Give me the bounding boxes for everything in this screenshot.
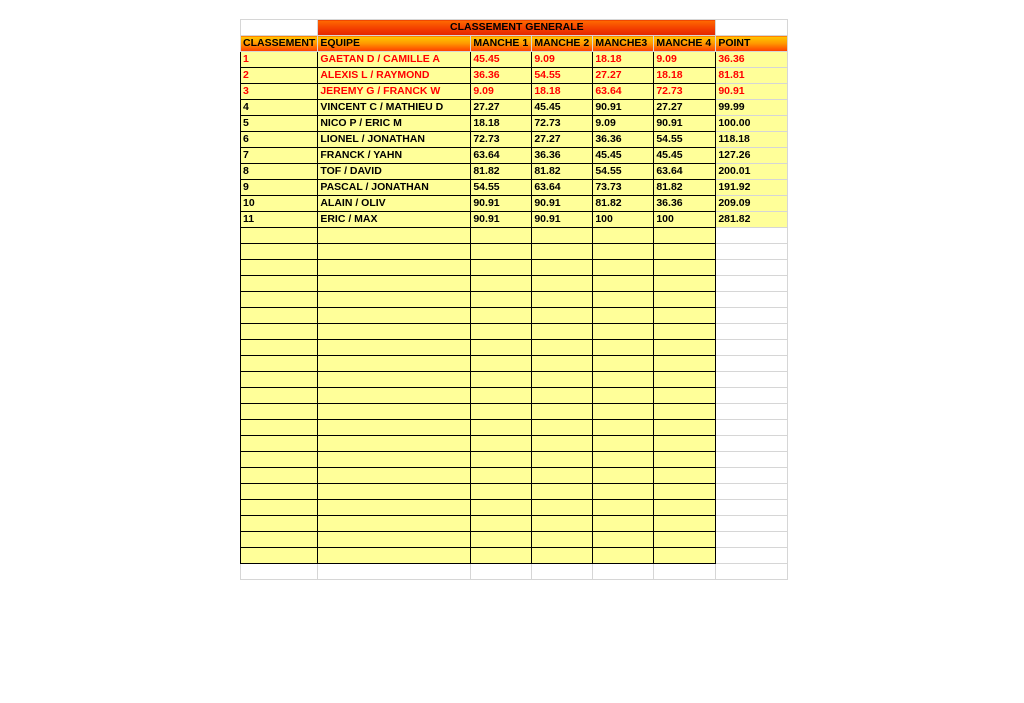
point-cell[interactable]: 118.18 [716, 132, 788, 148]
cell[interactable] [241, 516, 318, 532]
point-cell[interactable]: 200.01 [716, 164, 788, 180]
cell[interactable] [532, 564, 593, 580]
cell[interactable] [654, 324, 716, 340]
cell[interactable] [471, 516, 532, 532]
cell[interactable] [532, 260, 593, 276]
manche-3-cell[interactable]: 9.09 [593, 116, 654, 132]
cell[interactable] [241, 340, 318, 356]
rank-cell[interactable]: 3 [241, 84, 318, 100]
cell[interactable] [318, 244, 471, 260]
manche-3-cell[interactable]: 90.91 [593, 100, 654, 116]
cell[interactable] [716, 404, 788, 420]
team-cell[interactable]: VINCENT C / MATHIEU D [318, 100, 471, 116]
rank-cell[interactable]: 2 [241, 68, 318, 84]
cell[interactable] [318, 276, 471, 292]
cell[interactable] [716, 20, 788, 36]
manche-2-cell[interactable]: 27.27 [532, 132, 593, 148]
cell[interactable] [654, 356, 716, 372]
manche-2-cell[interactable]: 18.18 [532, 84, 593, 100]
cell[interactable] [532, 372, 593, 388]
cell[interactable] [716, 468, 788, 484]
team-cell[interactable]: FRANCK / YAHN [318, 148, 471, 164]
table-row [241, 100, 788, 116]
cell[interactable] [532, 308, 593, 324]
cell[interactable] [241, 452, 318, 468]
empty-row [241, 324, 788, 340]
header-point[interactable]: POINT [716, 36, 788, 52]
cell[interactable] [318, 564, 471, 580]
cell[interactable] [318, 436, 471, 452]
cell[interactable] [654, 260, 716, 276]
cell[interactable] [318, 516, 471, 532]
manche-4-cell[interactable]: 36.36 [654, 196, 716, 212]
rank-cell[interactable]: 11 [241, 212, 318, 228]
table-row [241, 180, 788, 196]
empty-row [241, 468, 788, 484]
cell[interactable] [471, 500, 532, 516]
cell[interactable] [654, 564, 716, 580]
empty-row [241, 548, 788, 564]
empty-row [241, 308, 788, 324]
cell[interactable] [593, 388, 654, 404]
cell[interactable] [318, 228, 471, 244]
cell[interactable] [532, 340, 593, 356]
cell[interactable] [654, 548, 716, 564]
cell[interactable] [471, 404, 532, 420]
title-row [241, 20, 788, 36]
cell[interactable] [593, 308, 654, 324]
cell[interactable] [241, 244, 318, 260]
table-row [241, 196, 788, 212]
cell[interactable] [241, 548, 318, 564]
team-cell[interactable]: PASCAL / JONATHAN [318, 180, 471, 196]
cell[interactable] [654, 500, 716, 516]
cell[interactable] [532, 420, 593, 436]
cell[interactable] [716, 452, 788, 468]
cell[interactable] [593, 420, 654, 436]
point-cell[interactable]: 191.92 [716, 180, 788, 196]
cell[interactable] [241, 260, 318, 276]
table-row [241, 84, 788, 100]
cell[interactable] [318, 500, 471, 516]
header-rank[interactable]: CLASSEMENT [241, 36, 318, 52]
cell[interactable] [654, 372, 716, 388]
table-row [241, 116, 788, 132]
cell[interactable] [654, 420, 716, 436]
cell[interactable] [532, 468, 593, 484]
cell[interactable] [471, 468, 532, 484]
cell[interactable] [716, 260, 788, 276]
manche-2-cell[interactable]: 36.36 [532, 148, 593, 164]
team-cell[interactable]: JEREMY G / FRANCK W [318, 84, 471, 100]
cell[interactable] [654, 468, 716, 484]
table-row [241, 52, 788, 68]
point-cell[interactable]: 209.09 [716, 196, 788, 212]
cell[interactable] [716, 372, 788, 388]
cell[interactable] [318, 468, 471, 484]
empty-row [241, 452, 788, 468]
team-cell[interactable]: ALEXIS L / RAYMOND [318, 68, 471, 84]
table-row [241, 164, 788, 180]
manche-3-cell[interactable]: 73.73 [593, 180, 654, 196]
cell[interactable] [318, 532, 471, 548]
cell[interactable] [716, 244, 788, 260]
cell[interactable] [593, 228, 654, 244]
cell[interactable] [471, 564, 532, 580]
manche-1-cell[interactable]: 54.55 [471, 180, 532, 196]
manche-3-cell[interactable]: 54.55 [593, 164, 654, 180]
empty-row [241, 356, 788, 372]
manche-4-cell[interactable]: 90.91 [654, 116, 716, 132]
cell[interactable] [593, 436, 654, 452]
cell[interactable] [593, 324, 654, 340]
manche-1-cell[interactable]: 90.91 [471, 196, 532, 212]
cell[interactable] [318, 404, 471, 420]
cell[interactable] [318, 308, 471, 324]
cell[interactable] [716, 532, 788, 548]
cell[interactable] [654, 340, 716, 356]
cell[interactable] [241, 372, 318, 388]
cell[interactable] [318, 292, 471, 308]
point-cell[interactable]: 127.26 [716, 148, 788, 164]
manche-2-cell[interactable]: 72.73 [532, 116, 593, 132]
cell[interactable] [241, 564, 318, 580]
manche-3-cell[interactable]: 81.82 [593, 196, 654, 212]
manche-4-cell[interactable]: 9.09 [654, 52, 716, 68]
rank-cell[interactable]: 9 [241, 180, 318, 196]
manche-1-cell[interactable]: 90.91 [471, 212, 532, 228]
cell[interactable] [654, 308, 716, 324]
header-team[interactable]: EQUIPE [318, 36, 471, 52]
table-row [241, 68, 788, 84]
manche-3-cell[interactable]: 45.45 [593, 148, 654, 164]
cell[interactable] [471, 388, 532, 404]
cell[interactable] [593, 292, 654, 308]
point-cell[interactable]: 36.36 [716, 52, 788, 68]
cell[interactable] [716, 324, 788, 340]
cell[interactable] [532, 292, 593, 308]
cell[interactable] [716, 500, 788, 516]
cell[interactable] [654, 484, 716, 500]
manche-1-cell[interactable]: 18.18 [471, 116, 532, 132]
manche-4-cell[interactable]: 81.82 [654, 180, 716, 196]
cell[interactable] [532, 388, 593, 404]
cell[interactable] [318, 260, 471, 276]
point-cell[interactable]: 99.99 [716, 100, 788, 116]
header-manche-1[interactable]: MANCHE 1 [471, 36, 532, 52]
manche-1-cell[interactable]: 9.09 [471, 84, 532, 100]
cell[interactable] [593, 260, 654, 276]
team-cell[interactable]: ALAIN / OLIV [318, 196, 471, 212]
empty-row [241, 420, 788, 436]
rank-cell[interactable]: 6 [241, 132, 318, 148]
cell[interactable] [241, 324, 318, 340]
cell[interactable] [471, 244, 532, 260]
empty-row [241, 484, 788, 500]
manche-1-cell[interactable]: 45.45 [471, 52, 532, 68]
cell[interactable] [716, 548, 788, 564]
cell[interactable] [593, 356, 654, 372]
cell[interactable] [471, 340, 532, 356]
cell[interactable] [654, 452, 716, 468]
empty-row [241, 564, 788, 580]
empty-row [241, 436, 788, 452]
team-cell[interactable]: GAETAN D / CAMILLE A [318, 52, 471, 68]
team-cell[interactable]: LIONEL / JONATHAN [318, 132, 471, 148]
cell[interactable] [241, 468, 318, 484]
cell[interactable] [716, 564, 788, 580]
manche-2-cell[interactable]: 9.09 [532, 52, 593, 68]
cell[interactable] [593, 484, 654, 500]
cell[interactable] [593, 468, 654, 484]
rank-cell[interactable]: 7 [241, 148, 318, 164]
sheet-title[interactable]: CLASSEMENT GENERALE [318, 20, 716, 36]
cell[interactable] [318, 452, 471, 468]
cell[interactable] [716, 420, 788, 436]
cell[interactable] [241, 500, 318, 516]
cell[interactable] [532, 452, 593, 468]
cell[interactable] [654, 404, 716, 420]
cell[interactable] [654, 436, 716, 452]
cell[interactable] [532, 436, 593, 452]
cell[interactable] [716, 292, 788, 308]
cell[interactable] [471, 292, 532, 308]
cell[interactable] [716, 356, 788, 372]
cell[interactable] [532, 356, 593, 372]
cell[interactable] [716, 516, 788, 532]
point-cell[interactable]: 100.00 [716, 116, 788, 132]
manche-2-cell[interactable]: 45.45 [532, 100, 593, 116]
cell[interactable] [471, 452, 532, 468]
manche-4-cell[interactable]: 45.45 [654, 148, 716, 164]
cell[interactable] [593, 276, 654, 292]
cell[interactable] [532, 500, 593, 516]
header-manche-2[interactable]: MANCHE 2 [532, 36, 593, 52]
cell[interactable] [532, 244, 593, 260]
ranking-table [240, 19, 788, 580]
cell[interactable] [593, 564, 654, 580]
cell[interactable] [471, 532, 532, 548]
cell[interactable] [654, 228, 716, 244]
cell[interactable] [532, 276, 593, 292]
manche-4-cell[interactable]: 63.64 [654, 164, 716, 180]
empty-row [241, 516, 788, 532]
manche-4-cell[interactable]: 100 [654, 212, 716, 228]
cell[interactable] [654, 532, 716, 548]
manche-3-cell[interactable]: 100 [593, 212, 654, 228]
cell[interactable] [318, 388, 471, 404]
manche-1-cell[interactable]: 27.27 [471, 100, 532, 116]
rank-cell[interactable]: 10 [241, 196, 318, 212]
manche-3-cell[interactable]: 18.18 [593, 52, 654, 68]
cell[interactable] [716, 436, 788, 452]
cell[interactable] [593, 500, 654, 516]
manche-4-cell[interactable]: 18.18 [654, 68, 716, 84]
cell[interactable] [593, 244, 654, 260]
cell[interactable] [241, 484, 318, 500]
cell[interactable] [471, 436, 532, 452]
header-manche-4[interactable]: MANCHE 4 [654, 36, 716, 52]
cell[interactable] [318, 356, 471, 372]
team-cell[interactable]: TOF / DAVID [318, 164, 471, 180]
cell[interactable] [654, 388, 716, 404]
cell[interactable] [241, 276, 318, 292]
manche-4-cell[interactable]: 54.55 [654, 132, 716, 148]
cell[interactable] [241, 356, 318, 372]
manche-1-cell[interactable]: 81.82 [471, 164, 532, 180]
team-cell[interactable]: ERIC / MAX [318, 212, 471, 228]
cell[interactable] [716, 276, 788, 292]
cell[interactable] [471, 228, 532, 244]
manche-2-cell[interactable]: 54.55 [532, 68, 593, 84]
cell[interactable] [241, 228, 318, 244]
point-cell[interactable]: 81.81 [716, 68, 788, 84]
cell[interactable] [654, 244, 716, 260]
empty-row [241, 340, 788, 356]
empty-row [241, 292, 788, 308]
cell[interactable] [593, 452, 654, 468]
manche-1-cell[interactable]: 72.73 [471, 132, 532, 148]
empty-row [241, 276, 788, 292]
empty-row [241, 260, 788, 276]
manche-4-cell[interactable]: 72.73 [654, 84, 716, 100]
cell[interactable] [241, 308, 318, 324]
cell[interactable] [532, 548, 593, 564]
cell[interactable] [241, 292, 318, 308]
empty-row [241, 404, 788, 420]
manche-2-cell[interactable]: 63.64 [532, 180, 593, 196]
rank-cell[interactable]: 5 [241, 116, 318, 132]
cell[interactable] [241, 420, 318, 436]
manche-2-cell[interactable]: 90.91 [532, 212, 593, 228]
cell[interactable] [593, 372, 654, 388]
cell[interactable] [241, 532, 318, 548]
cell[interactable] [318, 340, 471, 356]
cell[interactable] [654, 516, 716, 532]
empty-row [241, 500, 788, 516]
manche-3-cell[interactable]: 36.36 [593, 132, 654, 148]
cell[interactable] [716, 484, 788, 500]
manche-3-cell[interactable]: 63.64 [593, 84, 654, 100]
rank-cell[interactable]: 4 [241, 100, 318, 116]
rank-cell[interactable]: 8 [241, 164, 318, 180]
header-row [241, 36, 788, 52]
cell[interactable] [318, 372, 471, 388]
cell[interactable] [241, 388, 318, 404]
cell[interactable] [241, 20, 318, 36]
cell[interactable] [471, 548, 532, 564]
manche-1-cell[interactable]: 63.64 [471, 148, 532, 164]
cell[interactable] [471, 324, 532, 340]
empty-row [241, 228, 788, 244]
table-row [241, 132, 788, 148]
cell[interactable] [241, 436, 318, 452]
manche-1-cell[interactable]: 36.36 [471, 68, 532, 84]
cell[interactable] [593, 404, 654, 420]
cell[interactable] [318, 324, 471, 340]
cell[interactable] [318, 420, 471, 436]
cell[interactable] [471, 356, 532, 372]
manche-3-cell[interactable]: 27.27 [593, 68, 654, 84]
cell[interactable] [716, 308, 788, 324]
cell[interactable] [532, 484, 593, 500]
cell[interactable] [318, 484, 471, 500]
table-row [241, 148, 788, 164]
cell[interactable] [593, 532, 654, 548]
cell[interactable] [471, 276, 532, 292]
cell[interactable] [716, 388, 788, 404]
cell[interactable] [241, 404, 318, 420]
rank-cell[interactable]: 1 [241, 52, 318, 68]
cell[interactable] [593, 516, 654, 532]
team-cell[interactable]: NICO P / ERIC M [318, 116, 471, 132]
cell[interactable] [532, 516, 593, 532]
cell[interactable] [318, 548, 471, 564]
cell[interactable] [593, 548, 654, 564]
cell[interactable] [716, 228, 788, 244]
manche-2-cell[interactable]: 90.91 [532, 196, 593, 212]
cell[interactable] [654, 276, 716, 292]
manche-4-cell[interactable]: 27.27 [654, 100, 716, 116]
cell[interactable] [716, 340, 788, 356]
point-cell[interactable]: 90.91 [716, 84, 788, 100]
header-manche-3[interactable]: MANCHE3 [593, 36, 654, 52]
cell[interactable] [471, 420, 532, 436]
empty-row [241, 388, 788, 404]
empty-row [241, 372, 788, 388]
cell[interactable] [654, 292, 716, 308]
cell[interactable] [532, 228, 593, 244]
cell[interactable] [471, 260, 532, 276]
cell[interactable] [471, 484, 532, 500]
cell[interactable] [532, 404, 593, 420]
cell[interactable] [532, 324, 593, 340]
empty-row [241, 244, 788, 260]
cell[interactable] [471, 308, 532, 324]
table-row [241, 212, 788, 228]
cell[interactable] [593, 340, 654, 356]
cell[interactable] [471, 372, 532, 388]
empty-row [241, 532, 788, 548]
manche-2-cell[interactable]: 81.82 [532, 164, 593, 180]
cell[interactable] [532, 532, 593, 548]
point-cell[interactable]: 281.82 [716, 212, 788, 228]
